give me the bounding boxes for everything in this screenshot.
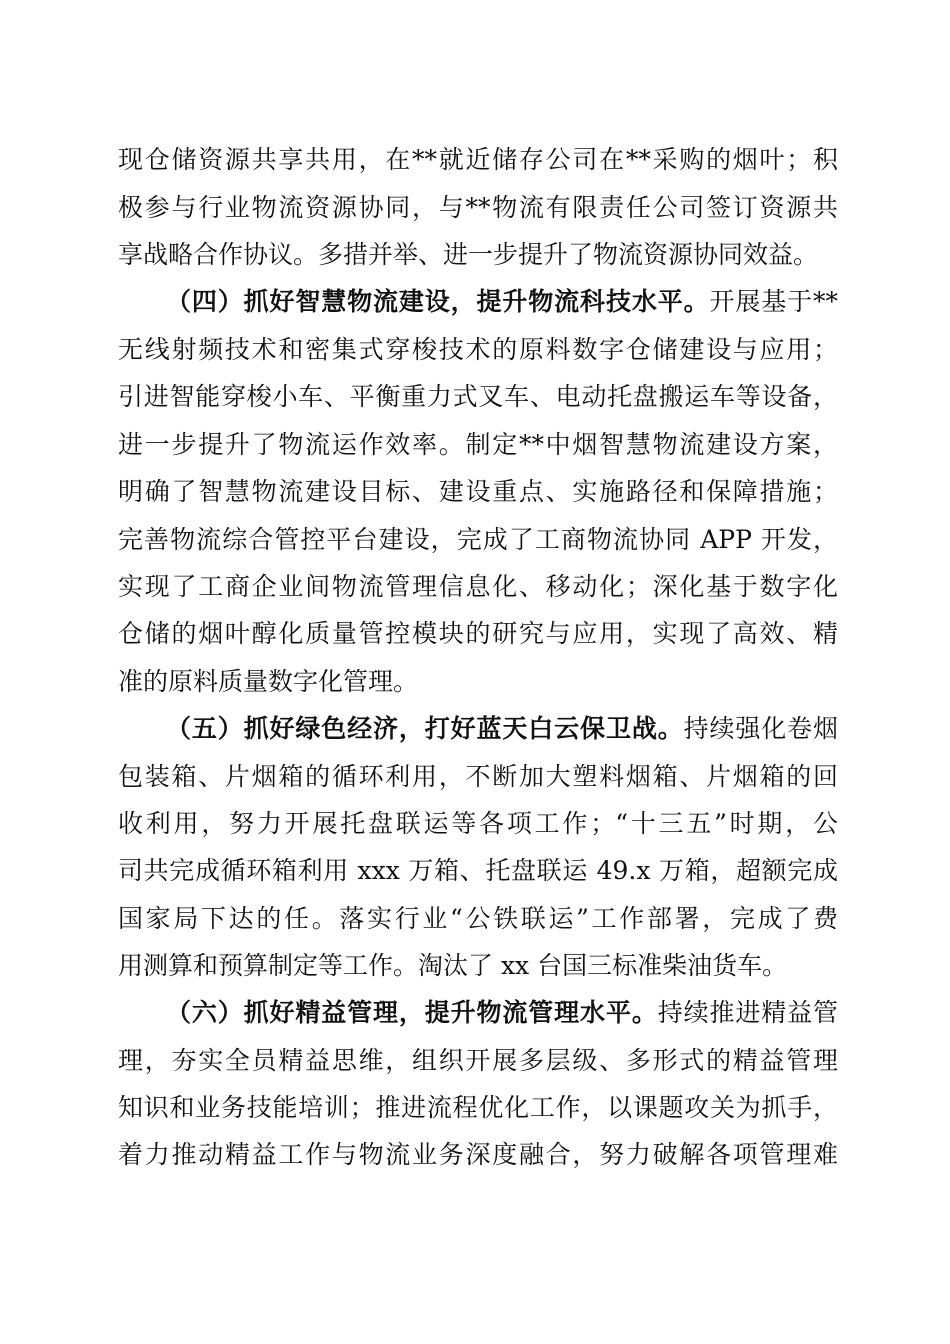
paragraph-line: 实现了工商企业间物流管理信息化、移动化；深化基于数字化 — [118, 572, 838, 601]
paragraph-first-line — [166, 714, 838, 744]
paragraph-line: 进一步提升了物流运作效率。制定**中烟智慧物流建设方案， — [118, 430, 838, 459]
paragraph-line: 用测算和预算制定等工作。淘汰了 xx 台国三标准柴油货车。 — [118, 951, 788, 980]
paragraph-line: 完善物流综合管控平台建设，完成了工商物流协同 APP 开发， — [118, 525, 838, 554]
paragraph-line: 收利用，努力开展托盘联运等各项工作；“十三五”时期，公 — [118, 809, 838, 838]
paragraph-line: 现仓储资源共享共用，在**就近储存公司在**采购的烟叶；积 — [118, 145, 838, 174]
paragraph-text: 持续强化卷烟 — [683, 714, 838, 743]
paragraph-line: 引进智能穿梭小车、平衡重力式叉车、电动托盘搬运车等设备， — [118, 382, 838, 411]
section-heading-5: （五）抓好绿色经济，打好蓝天白云保卫战。 — [166, 714, 684, 743]
paragraph-line: 极参与行业物流资源协同，与**物流有限责任公司签订资源共 — [118, 193, 838, 222]
paragraph-line: 准的原料质量数字化管理。 — [118, 667, 419, 696]
paragraph-line: 仓储的烟叶醇化质量管控模块的研究与应用，实现了高效、精 — [118, 619, 838, 648]
paragraph-line: 司共完成循环箱利用 xxx 万箱、托盘联运 49.x 万箱，超额完成 — [118, 856, 838, 885]
paragraph-line: 着力推动精益工作与物流业务深度融合，努力破解各项管理难 — [118, 1140, 838, 1169]
paragraph-line: 国家局下达的任。落实行业“公铁联运”工作部署，完成了费 — [118, 904, 838, 933]
paragraph-line: 包装箱、片烟箱的循环利用，不断加大塑料烟箱、片烟箱的回 — [118, 762, 838, 791]
paragraph-text: 开展基于** — [709, 287, 838, 316]
paragraph-line: 理，夯实全员精益思维，组织开展多层级、多形式的精益管理 — [118, 1046, 838, 1075]
paragraph-text: 持续推进精益管 — [657, 998, 838, 1027]
paragraph-first-line — [166, 998, 838, 1028]
section-heading-4: （四）抓好智慧物流建设，提升物流科技水平。 — [166, 287, 710, 316]
paragraph-line: 无线射频技术和密集式穿梭技术的原料数字仓储建设与应用； — [118, 335, 838, 364]
paragraph-first-line — [166, 287, 838, 317]
section-heading-6: （六）抓好精益管理，提升物流管理水平。 — [166, 998, 658, 1027]
paragraph-line: 明确了智慧物流建设目标、建设重点、实施路径和保障措施； — [118, 477, 838, 506]
paragraph-line: 享战略合作协议。多措并举、进一步提升了物流资源协同效益。 — [118, 240, 819, 269]
paragraph-line: 知识和业务技能培训；推进流程优化工作，以课题攻关为抓手， — [118, 1093, 838, 1122]
